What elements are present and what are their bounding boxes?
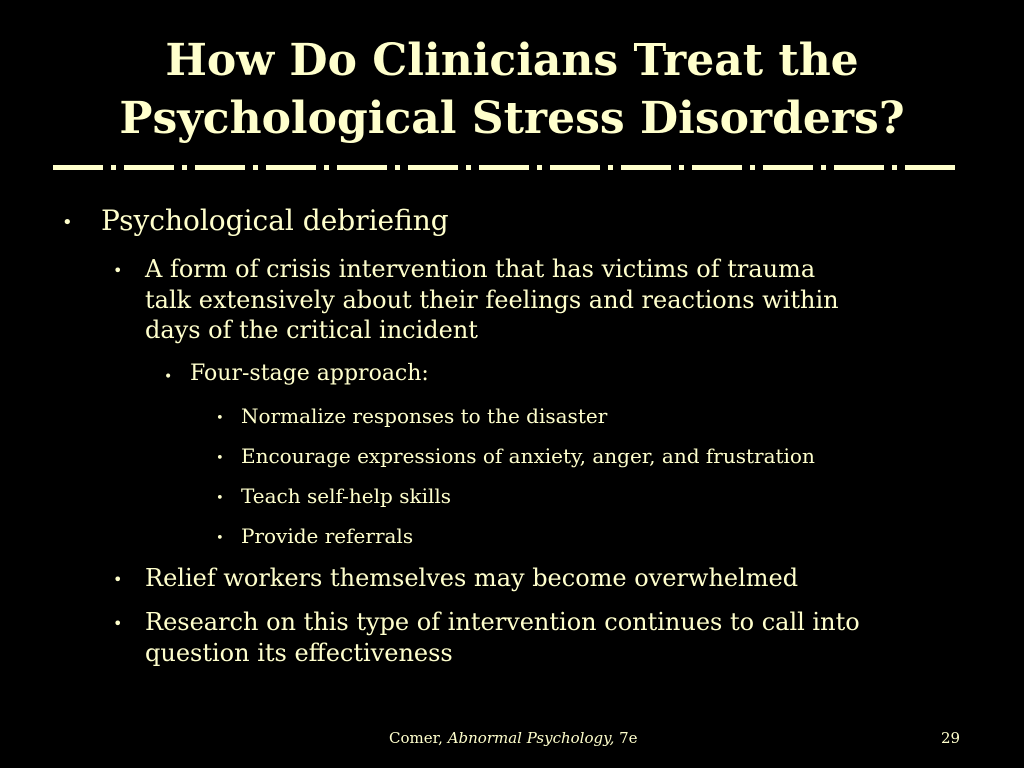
- bullet-text: Four-stage approach:: [190, 361, 429, 386]
- divider-dash: [195, 165, 245, 170]
- divider-dash: [479, 165, 529, 170]
- bullet-text: Normalize responses to the disaster: [241, 404, 608, 428]
- divider-dot: [324, 165, 329, 170]
- bullet-text-line-2: question its effectiveness: [145, 638, 453, 667]
- slide-number: 29: [941, 729, 961, 747]
- divider-dash: [53, 165, 103, 170]
- divider-dot: [466, 165, 471, 170]
- divider-dot: [182, 165, 187, 170]
- divider-dash: [550, 165, 600, 170]
- bullet-text: Provide referrals: [241, 524, 414, 548]
- divider-dot: [395, 165, 400, 170]
- divider-dash: [266, 165, 316, 170]
- bullet-text-line-2: talk extensively about their feelings and reactions within: [145, 285, 839, 314]
- bullet-dot: •: [216, 531, 224, 546]
- divider-dash: [621, 165, 671, 170]
- bullet-dot: •: [113, 261, 123, 280]
- bullet-text-line-3: days of the critical incident: [145, 316, 478, 344]
- bullet-text-line-1: Research on this type of intervention continues to call into: [145, 608, 860, 636]
- title-line-1: How Do Clinicians Treat the: [165, 35, 859, 86]
- divider-dash: [408, 165, 458, 170]
- bullet-dot: •: [216, 491, 224, 506]
- divider-dot: [821, 165, 826, 170]
- divider-dot: [892, 165, 897, 170]
- footer-edition: 7e: [619, 729, 638, 747]
- title-line-2: Psychological Stress Disorders?: [119, 93, 905, 144]
- divider-dot: [750, 165, 755, 170]
- divider-dot: [537, 165, 542, 170]
- divider-dash: [124, 165, 174, 170]
- bullet-dot: •: [164, 369, 173, 385]
- bullet-text: Encourage expressions of anxiety, anger, and frustration: [241, 444, 815, 468]
- bullet-dot: •: [216, 411, 224, 426]
- bullet-text-line-1: A form of crisis intervention that has victims of trauma: [145, 255, 816, 283]
- divider-dash: [692, 165, 742, 170]
- footer-citation: [389, 729, 638, 747]
- divider-dot: [679, 165, 684, 170]
- bullet-text: Relief workers themselves may become overwhelmed: [145, 564, 799, 592]
- footer-author: Comer,: [389, 729, 443, 747]
- bullet-dot: •: [113, 570, 123, 589]
- divider-dash: [905, 165, 955, 170]
- divider-dot: [111, 165, 116, 170]
- title-divider: [53, 161, 973, 175]
- slide-title: [0, 32, 1024, 148]
- bullet-dot: •: [113, 614, 123, 633]
- divider-dot: [608, 165, 613, 170]
- bullet-dot: •: [216, 451, 224, 466]
- bullet-text: Psychological debriefing: [101, 204, 449, 237]
- bullet-text: Teach self-help skills: [241, 484, 452, 508]
- divider-dash: [763, 165, 813, 170]
- divider-dash: [834, 165, 884, 170]
- divider-dot: [253, 165, 258, 170]
- footer-book-title: Abnormal Psychology,: [447, 729, 615, 747]
- divider-dash: [337, 165, 387, 170]
- bullet-dot: •: [62, 212, 73, 233]
